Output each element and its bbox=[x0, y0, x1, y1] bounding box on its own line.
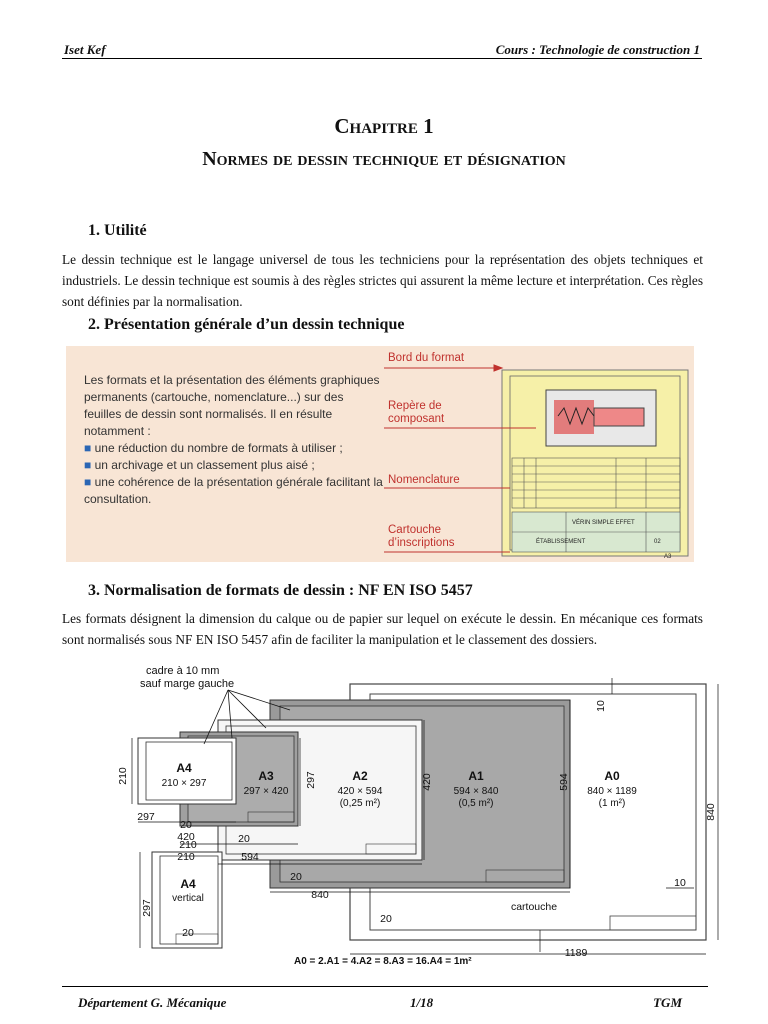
footer-page-number: 1/18 bbox=[410, 995, 434, 1010]
bullet-text: une cohérence de la présentation générale facilitant la consultation. bbox=[84, 475, 383, 506]
format-a4-vertical-name: A4 bbox=[180, 877, 196, 891]
label-title-block: Cartouche d’inscriptions bbox=[388, 524, 455, 549]
format-a0-name: A0 bbox=[604, 769, 620, 783]
drawing-sheet-illustration bbox=[66, 346, 694, 562]
bullet-text: une réduction du nombre de formats à utiliser ; bbox=[94, 441, 343, 455]
dimension-420-vertical: 420 bbox=[421, 773, 433, 791]
part-section bbox=[554, 400, 594, 434]
section-heading-2: 2. Présentation générale d’un dessin technique bbox=[88, 316, 405, 333]
figure-bullet: ■ un archivage et un classement plus aisé ; bbox=[84, 458, 315, 472]
figure-bullet: ■ une réduction du nombre de formats à utiliser ; bbox=[84, 441, 343, 455]
format-a1-name: A1 bbox=[468, 769, 484, 783]
dimension-20-a4-vertical: 20 bbox=[182, 927, 194, 939]
footer-code: TGM bbox=[653, 995, 682, 1010]
dimension-20-a4: 20 bbox=[180, 819, 192, 831]
section-heading-3: 3. Normalisation de formats de dessin : NF EN ISO 5457 bbox=[88, 582, 473, 599]
dimension-840-vertical: 840 bbox=[705, 803, 717, 821]
title-block-establishment: ÉTABLISSEMENT bbox=[536, 539, 586, 545]
format-a4-dims: 210 × 297 bbox=[161, 778, 207, 789]
dimension-840-horizontal: 840 bbox=[311, 889, 329, 901]
format-a3-dims: 297 × 420 bbox=[243, 786, 289, 797]
dimension-10-right: 10 bbox=[674, 877, 686, 889]
dimension-title-block: cartouche bbox=[510, 901, 558, 913]
format-a4-vertical-label: vertical bbox=[172, 893, 204, 904]
format-a1-area: (0,5 m²) bbox=[458, 798, 494, 809]
label-format-edge: Bord du format bbox=[388, 352, 465, 364]
format-a4-name: A4 bbox=[176, 761, 192, 775]
dimension-20-a2: 20 bbox=[290, 871, 302, 883]
dimension-594-horizontal: 594 bbox=[241, 851, 259, 863]
format-a2-name: A2 bbox=[352, 769, 368, 783]
section-text-3: Les formats désignent la dimension du calque ou de papier sur lequel on exécute le dessin. En mécanique ces formats sont normalisés sous NF EN ISO 5457 afin de faciliter la manipulation et le classement des dossiers. bbox=[62, 611, 703, 647]
header-institution: Iset Kef bbox=[64, 42, 106, 57]
paper-formats-figure bbox=[0, 660, 768, 980]
label-nomenclature: Nomenclature bbox=[388, 474, 460, 486]
dimension-20-a3: 20 bbox=[238, 833, 250, 845]
format-a2-area: (0,25 m²) bbox=[339, 798, 381, 809]
figure-intro: Les formats et la présentation des éléments graphiques permanents (cartouche, nomenclature...) sur des feuilles de dessin sont normalisés. Il en résulte notamment : bbox=[84, 373, 380, 438]
dimension-297-vertical: 297 bbox=[305, 771, 317, 789]
section-heading-1: 1. Utilité bbox=[88, 222, 147, 239]
title-block-sheet: A3 bbox=[664, 554, 672, 560]
chapter-number: Chapitre 1 bbox=[334, 114, 434, 138]
dimension-594-vertical: 594 bbox=[558, 773, 570, 791]
chapter-title: Normes de dessin technique et désignation bbox=[202, 148, 566, 170]
bullet-text: un archivage et un classement plus aisé ; bbox=[94, 458, 315, 472]
dimension-420-horizontal: 420 bbox=[177, 831, 195, 843]
dimension-210-a4-vertical: 210 bbox=[179, 839, 197, 851]
format-a0-dims: 840 × 1189 bbox=[587, 786, 637, 797]
page-footer bbox=[62, 986, 708, 1010]
section-text-1: Le dessin technique est le langage universel de tous les techniciens pour la représentation des objets techniques et industriels. Le dessin technique est soumis à des règles strictes qui assurent la même lecture et interprétation. Ces règles sont définies par la normalisation. bbox=[62, 252, 703, 309]
dimension-210-vertical: 210 bbox=[117, 767, 129, 785]
frame-note-line1: cadre à 10 mm bbox=[146, 665, 220, 677]
piston-rod bbox=[594, 408, 644, 426]
figure-bullet: ■ une cohérence de la présentation générale facilitant la consultation. bbox=[84, 475, 383, 506]
dimension-10-top: 10 bbox=[595, 700, 607, 712]
format-a0-area: (1 m²) bbox=[598, 798, 626, 809]
dimension-297-horizontal: 297 bbox=[137, 811, 155, 823]
dimension-20-a0: 20 bbox=[380, 913, 392, 925]
format-a1-dims: 594 × 840 bbox=[453, 786, 499, 797]
dimension-210-horizontal: 210 bbox=[177, 851, 195, 863]
footer-department: Département G. Mécanique bbox=[78, 995, 227, 1010]
frame-note-line2: sauf marge gauche bbox=[140, 678, 235, 690]
format-a2-dims: 420 × 594 bbox=[337, 786, 383, 797]
dimension-297-a4-vertical: 297 bbox=[141, 899, 153, 917]
page-header bbox=[62, 40, 702, 59]
header-course: Cours : Technologie de construction 1 bbox=[495, 42, 700, 57]
title-block-name: VÉRIN SIMPLE EFFET bbox=[572, 520, 635, 526]
format-a3-name: A3 bbox=[258, 769, 274, 783]
drawing-presentation-figure bbox=[66, 346, 694, 562]
label-component-mark: Repère de composant bbox=[388, 400, 445, 425]
title-block-number: 02 bbox=[654, 539, 661, 545]
dimension-1189-horizontal: 1189 bbox=[564, 947, 588, 959]
formats-formula: A0 = 2.A1 = 4.A2 = 8.A3 = 16.A4 = 1m² bbox=[294, 956, 472, 967]
